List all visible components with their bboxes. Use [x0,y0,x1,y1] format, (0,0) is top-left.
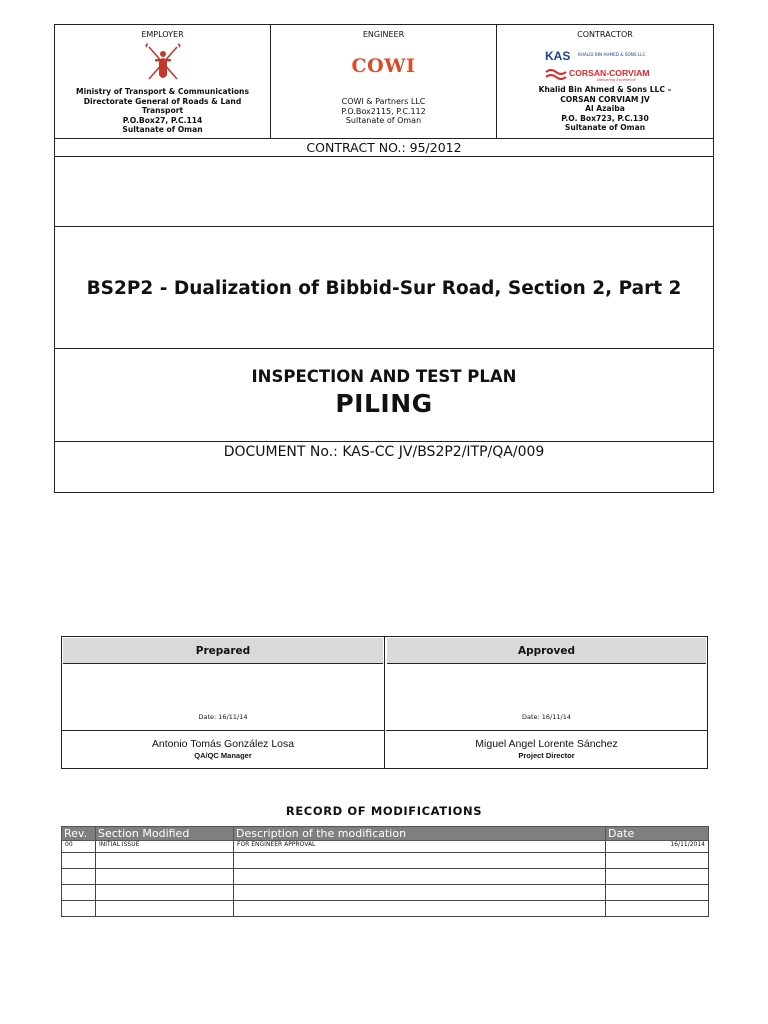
contractor-line: CORSAN CORVIAM JV [560,94,650,104]
column-header: Date [606,827,709,841]
kas-logo: KAS [545,49,571,63]
kas-logo-subtitle: KHALID BIN AHMED & SONS LLC [578,52,646,57]
approval-table [61,636,708,769]
project-title-row [55,227,713,349]
modifications-title: RECORD OF MODIFICATIONS [285,804,483,818]
prepared-role: QA/QC Manager [194,751,252,760]
date-cell [606,869,709,885]
corsan-logo-group [545,67,675,83]
approved-name: Miguel Angel Lorente Sánchez [475,738,618,750]
prepared-name: Antonio Tomás González Losa [151,738,295,750]
rev-cell: 00 [62,841,96,853]
divider [386,730,707,731]
description-cell: FOR ENGINEER APPROVAL [234,841,606,853]
employer-line: P.O.Box27, P.C.114 [122,115,203,125]
corsan-logo: CORSAN-CORVIAM [569,68,650,78]
rev-cell [62,869,96,885]
rev-cell [62,853,96,869]
prepared-column [62,637,385,768]
table-row [62,901,709,917]
prepared-heading: Prepared [63,638,383,664]
table-row [62,885,709,901]
section-cell: INITIAL ISSUE [96,841,234,853]
employer-address [55,87,270,135]
kas-logo-group [545,49,675,63]
contractor-address [497,85,713,133]
approved-column [386,637,707,768]
date-cell [606,853,709,869]
employer-cell [55,25,271,138]
modifications-table [61,826,709,917]
date-cell [606,885,709,901]
description-cell [234,901,606,917]
date-cell: 16/11/2014 [606,841,709,853]
employer-line: Transport [141,106,184,116]
table-header-row [62,827,709,841]
divider [62,730,384,731]
project-title: BS2P2 - Dualization of Bibbid-Sur Road, Section 2, Part 2 [86,278,682,299]
plan-title-row [55,349,713,442]
description-cell [234,885,606,901]
rev-cell [62,885,96,901]
employer-label: EMPLOYER [141,30,184,39]
description-cell [234,853,606,869]
engineer-line: COWI & Partners LLC [341,97,426,106]
engineer-cell [271,25,497,138]
contractor-line: Sultanate of Oman [564,123,646,133]
cowi-logo: COWI [351,55,416,77]
table-row [62,841,709,853]
parties-row [55,25,713,139]
table-row [62,853,709,869]
oman-national-emblem-icon [143,41,183,85]
column-header: Rev. [62,827,96,841]
plan-title: INSPECTION AND TEST PLAN [251,367,517,386]
plan-subject: PILING [335,389,433,418]
approved-heading: Approved [387,638,706,664]
section-cell [96,901,234,917]
section-cell [96,885,234,901]
document-number-row [55,442,713,493]
contractor-label: CONTRACTOR [577,30,633,39]
engineer-line: P.O.Box2115, P.C.112 [341,106,426,116]
document-header [54,24,714,493]
engineer-label: ENGINEER [362,30,405,39]
description-cell [234,869,606,885]
date-cell [606,901,709,917]
column-header: Description of the modification [234,827,606,841]
employer-line: Sultanate of Oman [122,125,203,135]
contractor-line: P.O. Box723, P.C.130 [561,113,649,123]
contractor-cell [497,25,713,138]
contractor-line: Al Azaiba [585,104,625,114]
approved-date: Date: 16/11/14 [522,713,571,721]
prepared-date: Date: 16/11/14 [198,713,248,721]
table-row [62,869,709,885]
employer-line: Ministry of Transport & Communications [76,87,249,96]
employer-line: Directorate General of Roads & Land [83,96,242,106]
document-number: DOCUMENT No.: KAS-CC JV/BS2P2/ITP/QA/009 [223,444,545,460]
engineer-line: Sultanate of Oman [345,116,422,126]
rev-cell [62,901,96,917]
blank-row [55,157,713,227]
approved-role: Project Director [518,751,575,760]
contractor-line: Khalid Bin Ahmed & Sons LLC – [538,85,672,94]
section-cell [96,853,234,869]
corsan-logo-subtitle: Delivering Excellence [597,78,636,82]
section-cell [96,869,234,885]
engineer-address [271,97,496,126]
corsan-wave-logo-icon [545,68,567,80]
contract-number: CONTRACT NO.: 95/2012 [55,139,713,157]
column-header: Section Modified [96,827,234,841]
